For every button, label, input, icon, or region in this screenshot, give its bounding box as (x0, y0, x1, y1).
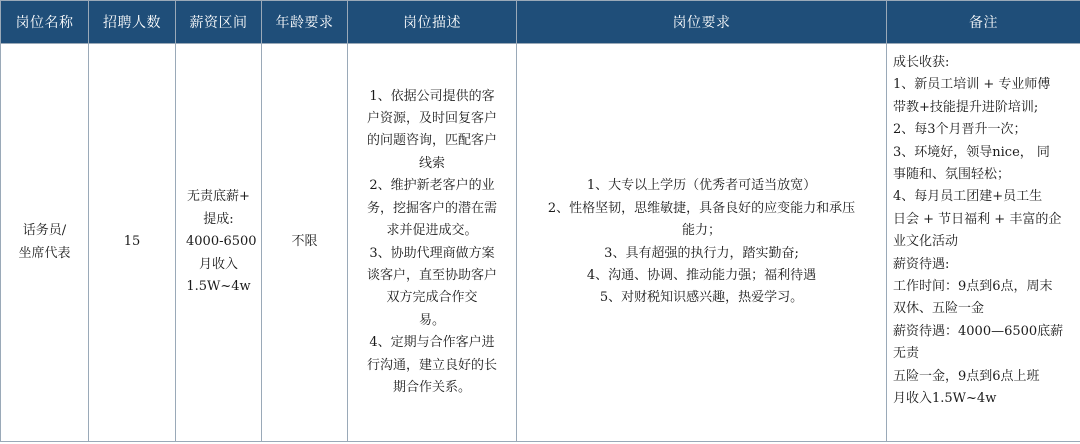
text-line: 务，挖掘客户的潜在需 (366, 200, 497, 216)
text-line: 薪资待遇：4000—6500底薪 (893, 323, 1064, 339)
text-line: 谈客户，直至协助客户 (366, 267, 497, 283)
text-line: 无责底薪+ (187, 189, 250, 205)
header-row (1, 1, 1080, 44)
count-value: 15 (123, 234, 141, 250)
text-line: 1.5W~4w (186, 279, 251, 295)
text-line: 五险一金，9点到6点上班 (893, 368, 1040, 384)
text-line: 能力； (681, 223, 721, 239)
text-line: 薪资待遇: (893, 256, 950, 272)
position-lines (1, 220, 88, 265)
text-line: 期合作关系。 (392, 379, 471, 395)
text-line: 1、大专以上学历（优秀者可适当放宽） (586, 178, 817, 194)
text-line: 3、具有超强的执行力，踏实勤奋; (604, 245, 799, 261)
text-line: 提成: (203, 211, 234, 227)
requirements-cell (517, 44, 887, 442)
text-line: 话务员/ (22, 223, 67, 239)
text-line: 成长收获: (893, 55, 950, 70)
text-line: 双方完成合作交 (386, 290, 478, 306)
description-lines (348, 86, 516, 400)
description-cell (348, 44, 517, 442)
table-row (1, 44, 1080, 442)
text-line: 带教+技能提升进阶培训; (893, 99, 1039, 115)
text-line: 事随和、氛围轻松； (893, 167, 1011, 183)
text-line: 3、环境好，领导nice， 同 (893, 144, 1050, 160)
text-line: 行沟通，建立良好的长 (366, 357, 497, 373)
salary-lines (176, 186, 261, 298)
text-line: 3、协助代理商做方案 (369, 245, 495, 261)
text-line: 日会 + 节日福利 + 丰富的企 (893, 211, 1062, 227)
header-notes: 备注 (887, 1, 1080, 44)
text-line: 线索 (418, 155, 445, 171)
text-line: 的问题咨询，匹配客户 (366, 133, 497, 149)
header-count: 招聘人数 (89, 1, 176, 44)
text-line: 业文化活动 (893, 234, 959, 250)
header-position: 岗位名称 (1, 1, 89, 44)
notes-lines (887, 44, 1080, 411)
age-cell (262, 44, 348, 442)
count-cell (89, 44, 176, 442)
text-line: 1、新员工培训 + 专业师傅 (893, 77, 1051, 93)
text-line: 2、性格坚韧，思维敏捷，具备良好的应变能力和承压 (547, 200, 856, 216)
text-line: 易。 (418, 312, 445, 328)
text-line: 坐席代表 (18, 245, 71, 261)
header-requirements: 岗位要求 (517, 1, 887, 44)
age-value: 不限 (291, 234, 318, 250)
text-line: 月收入1.5W~4w (893, 391, 997, 407)
text-line: 双休、五险一金 (893, 301, 985, 317)
text-line: 月收入 (198, 256, 238, 272)
text-line: 工作时间：9点到6点，周末 (893, 279, 1053, 295)
notes-cell (887, 44, 1080, 442)
header-description: 岗位描述 (348, 1, 517, 44)
salary-cell (176, 44, 262, 442)
text-line: 无责 (893, 346, 920, 362)
text-line: 求并促进成交。 (386, 223, 478, 239)
text-line: 4000-6500 (186, 234, 257, 250)
text-line: 4、每月员工团建+员工生 (893, 189, 1043, 205)
text-line: 2、每3个月晋升一次； (893, 122, 1027, 138)
text-line: 4、定期与合作客户进 (369, 335, 495, 351)
text-line: 2、维护新老客户的业 (369, 178, 495, 194)
text-line: 1、依据公司提供的客 (369, 88, 495, 104)
text-line: 5、对财税知识感兴趣，热爱学习。 (599, 290, 804, 306)
header-salary: 薪资区间 (176, 1, 262, 44)
header-age: 年龄要求 (262, 1, 348, 44)
position-cell (1, 44, 89, 442)
text-line: 户资源，及时回复客户 (366, 111, 497, 127)
text-line: 4、沟通、协调、推动能力强；福利待遇 (586, 267, 817, 283)
requirements-lines (517, 175, 886, 309)
